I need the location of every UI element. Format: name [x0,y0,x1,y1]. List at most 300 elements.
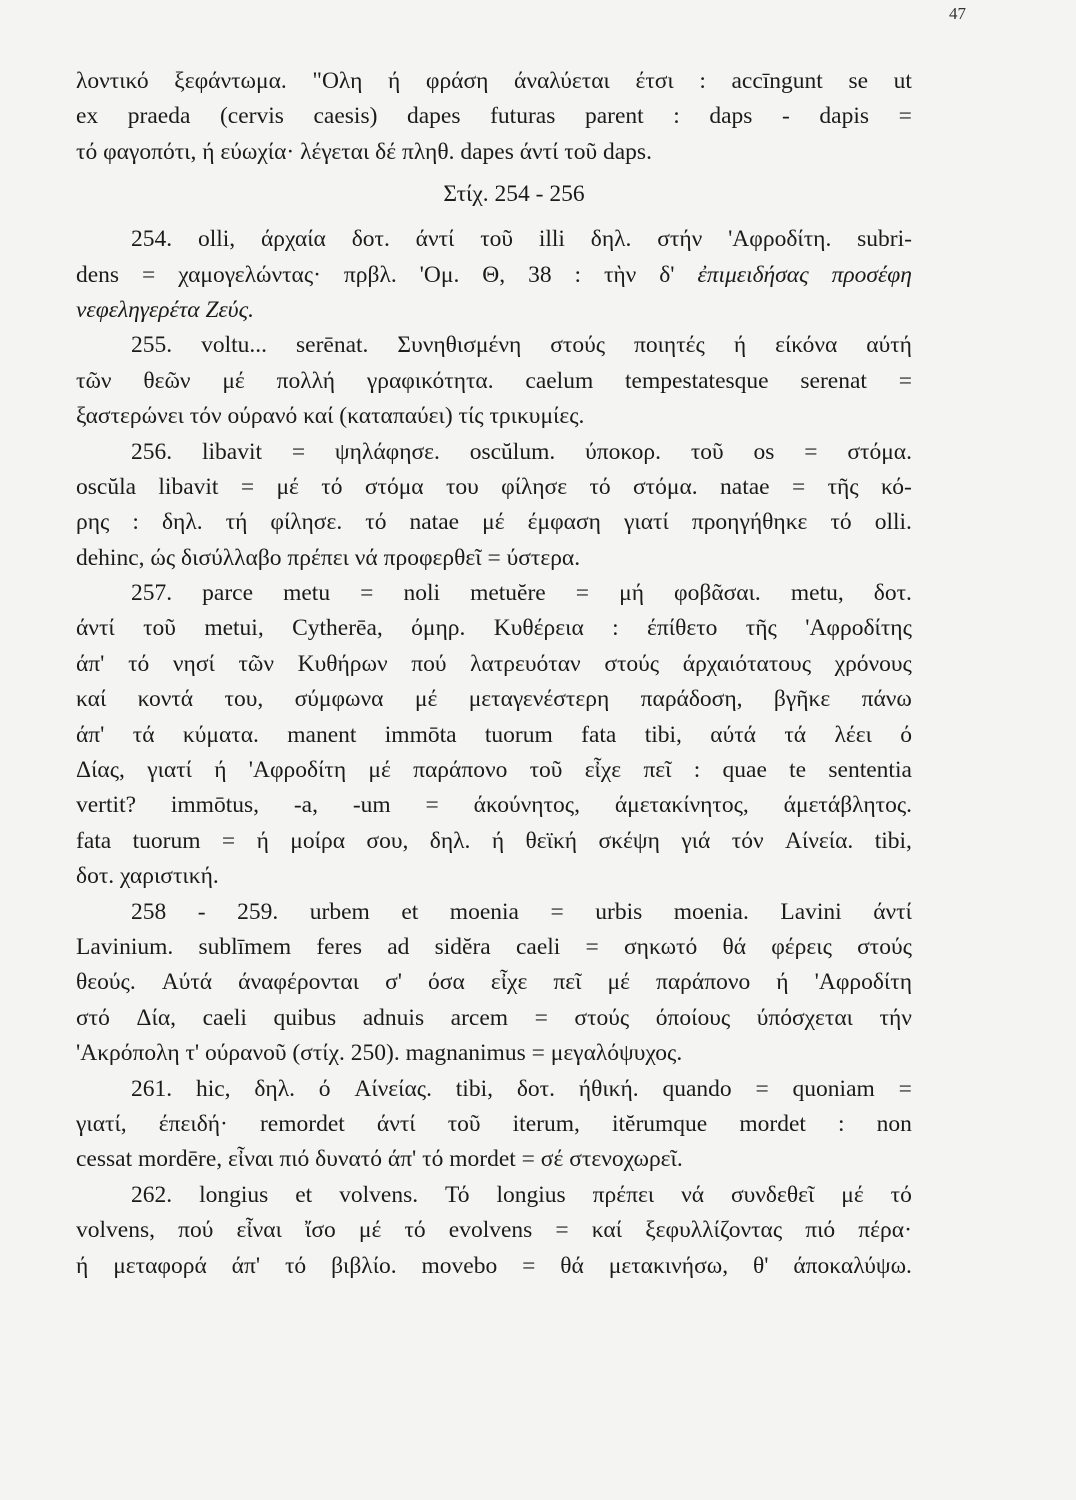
word: τήν [879,1004,912,1031]
word: καί [591,1217,623,1244]
section-heading [76,172,912,216]
word: immōta [384,721,457,748]
word: κό- [880,473,912,500]
word: "Ολη [312,68,363,94]
word: μεταφορά [113,1252,207,1279]
text-line [76,930,912,965]
text-line [76,1178,912,1213]
word: ή [491,827,505,854]
word: όποίους [655,1004,731,1031]
word: ή [388,68,401,94]
word: : [693,757,701,784]
word: te [789,757,807,784]
word: longius [496,1181,566,1208]
word: fata [581,721,617,748]
word: πέρα· [858,1217,912,1244]
word: σύμφωνα [294,686,384,713]
word: ut [893,68,912,94]
word: parce [202,580,254,607]
text-line [76,99,912,134]
word: natae [720,473,770,500]
word: 'Αφροδίτη [248,757,347,784]
word: quando [662,1075,732,1102]
word: ή [76,1252,89,1279]
word: τοῦ [690,438,724,465]
word: serēnat. [296,332,369,359]
word: illi [538,226,565,253]
word: ρης [76,509,110,536]
word: άκούνητος, [473,792,580,819]
word: άναφέρονται [238,969,360,996]
word: caeli [202,1004,247,1031]
word: 'Αφροδίτη. [728,226,832,253]
word: ἴσο [305,1217,336,1244]
word: όμηρ. [411,615,466,642]
word: = [291,438,306,465]
word: κύματα. [182,721,259,748]
word: sidĕra [434,933,491,960]
word: Συνηθισμένη [397,332,522,359]
word: φίλησε. [270,509,343,536]
word: dapis [819,103,870,130]
commentary-text [76,64,912,1284]
word: Τό [445,1181,470,1208]
line-text: ξαστερώνει τόν ούρανό καί (καταπαύει) τίς τρικυμίες. [76,403,585,430]
text-line [76,788,912,823]
word: fata [76,827,112,854]
word: serenat [800,367,867,394]
word: χρόνους [834,650,912,677]
text-line [76,859,912,894]
word: γιατί, [76,1110,127,1137]
word: δοτ. [351,226,390,253]
word: metuĕre [470,580,546,607]
word: ἐπιμειδήσας [697,261,809,288]
word: parent [584,103,644,130]
word: ή [776,969,789,996]
word: δηλ. [590,226,632,253]
word: στόμα. [847,438,912,465]
line-text: δοτ. χαριστική. [76,863,219,890]
word: et [401,898,419,925]
text-line [76,364,912,399]
word: remordet [259,1110,345,1137]
word: Αίνεία. [784,827,854,854]
word: προηγήθηκε [691,509,808,536]
word: quibus [273,1004,337,1031]
word: προσέφη [831,261,912,288]
word: τοῦ [529,757,563,784]
text-line [76,1213,912,1248]
text-line [76,505,912,540]
text-line [76,1249,912,1284]
word: iterum, [512,1110,580,1137]
word: caelum [525,367,594,394]
word: 'Ομ. [419,261,460,288]
line-text: dehinc, ώς δισύλλαβο πρέπει νά προφερθεῖ = ύστερα. [76,544,581,571]
word: metu [283,580,331,607]
word: : [612,615,619,642]
word: Θ, [482,261,506,288]
word: ξεφάντωμα. [174,68,287,94]
text-line [76,576,912,611]
word: λέει [834,721,872,748]
word: 254. [131,226,173,253]
word: libavit [201,438,262,465]
word: του, [224,686,264,713]
word: ό [900,721,912,748]
word: olli. [874,509,912,536]
word: αύτή [866,332,912,359]
word: Cytherēa, [292,615,383,642]
word: voltu... [201,332,268,359]
word: noli [403,580,441,607]
word: άμετάβλητος. [783,792,912,819]
word: φέρεις [771,933,832,960]
word: tibi, [874,827,912,854]
page-number: 47 [949,4,966,23]
word: : [838,1110,845,1137]
word: μεταγενέστερη [468,686,610,713]
word: evolvens [448,1217,533,1244]
word: τῶν [76,367,112,394]
word: ή [214,757,227,784]
word: urbis [595,898,643,925]
word: natae [409,509,460,536]
word: τῶν [238,650,274,677]
word: = [898,1075,912,1102]
word: άπ' [76,721,105,748]
word: γιά [681,827,711,854]
word: άπ' [231,1252,261,1279]
word: = [142,261,156,288]
word: άντί [873,898,912,925]
word: άπ' [76,650,105,677]
word: πάνω [861,686,912,713]
word: Αύτά [161,969,213,996]
word: : [574,261,582,288]
word: 258 [131,898,167,925]
word: γιατί [147,757,192,784]
word: 257. [131,580,173,607]
word: 261. [131,1075,173,1102]
word: δοτ. [516,1075,555,1102]
word: στόμα [364,473,424,500]
line-text: Στίχ. 254 - 256 [443,181,585,208]
word: τόν [731,827,764,854]
word: 'Αφροδίτη [814,969,912,996]
word: 259. [237,898,279,925]
text-line [76,258,912,293]
word: Lavinium. [76,933,174,960]
word: στήν [657,226,703,253]
word: ή [733,332,747,359]
word: τό [589,473,611,500]
word: dapes [407,103,461,130]
word: non [876,1110,912,1137]
word: μοίρα [290,827,346,854]
word: μέ [607,969,630,996]
text-line [76,1036,912,1071]
word: μέ [414,686,438,713]
word: στούς [574,1004,630,1031]
word: dens [76,261,120,288]
word: tibi, [455,1075,493,1102]
word: τῆς [827,473,859,500]
word: φίλησε [501,473,568,500]
text-line [76,647,912,682]
word: λατρευόταν [470,650,581,677]
word: θεῶν [143,367,191,394]
word: έμφαση [527,509,601,536]
word: μή [619,580,644,607]
word: γραφικότητα. [366,367,494,394]
word: άναλύεται [514,68,610,94]
word: ό [318,1075,331,1102]
word: ύποκορ. [585,438,662,465]
word: τῆς [745,615,777,642]
word: quae [722,757,767,784]
word: θά [560,1252,584,1279]
word: άμετακίνητος, [614,792,749,819]
word: sententia [828,757,912,784]
word: τό [890,1181,912,1208]
text-line [76,222,912,257]
text-line [76,541,912,576]
word: έπειδή· [158,1110,228,1137]
word: quoniam [792,1075,875,1102]
text-line [76,435,912,470]
word: caeli [515,933,561,960]
word: oscŭla [76,473,137,500]
word: άρχαία [260,226,326,253]
word: itĕrumque [611,1110,708,1137]
word: -um [352,792,391,819]
word: όσα [428,969,465,996]
word: Lavini [780,898,842,925]
word: ad [387,933,410,960]
word: πιό [805,1217,836,1244]
word: metu, [790,580,844,607]
word: subri- [857,226,912,253]
word: ή [256,827,269,854]
word: σηκωτό [623,933,698,960]
word: = [522,1252,536,1279]
text-line [76,718,912,753]
word: : [699,68,706,94]
text-line [76,135,912,170]
text-line [76,399,912,434]
word: βγῆκε [773,686,831,713]
word: libavit [158,473,219,500]
word: volvens. [339,1181,419,1208]
word: σου, [366,827,409,854]
word: θά [722,933,747,960]
word: = [898,103,912,130]
word: daps [709,103,753,130]
word: δηλ. [254,1075,295,1102]
word: αύτά [710,721,756,748]
word: Κυθήρων [297,650,388,677]
word: Δίας, [76,757,125,784]
word: ποιητές [634,332,705,359]
word: tuorum [484,721,553,748]
word: ex [76,103,99,130]
text-line [76,293,912,328]
word: τή [225,509,248,536]
text-line [76,470,912,505]
word: δηλ. [429,827,471,854]
word: δηλ. [161,509,203,536]
word: = [550,898,564,925]
word: urbem [309,898,370,925]
word: τά [132,721,155,748]
text-line [76,64,912,99]
word: σκέψη [598,827,660,854]
word: νά [681,1181,705,1208]
word: ήθική. [578,1075,639,1102]
text-line [76,1072,912,1107]
text-line [76,1107,912,1142]
word: μέ [482,509,505,536]
word: μετακινήσω, [608,1252,729,1279]
word: βιβλίο. [331,1252,397,1279]
word: arcem [450,1004,509,1031]
word: et [295,1181,313,1208]
text-line [76,1142,912,1177]
word: immōtus, [170,792,260,819]
word: τό [321,473,343,500]
word: τοῦ [143,615,176,642]
word: adnuis [362,1004,425,1031]
word: άρχαιότατους [682,650,811,677]
word: ξεφυλλίζοντας [645,1217,783,1244]
word: άντί [415,226,455,253]
text-line [76,895,912,930]
word: = [425,792,439,819]
word: συνδεθεῖ [730,1181,815,1208]
word: praeda [127,103,191,130]
word: = [534,1004,548,1031]
word: = [240,473,255,500]
word: τά [784,721,807,748]
word: metui, [204,615,264,642]
word: feres [316,933,363,960]
word: έτσι [635,68,674,94]
word: παράπονο [413,757,508,784]
word: χαμογελώντας· [178,261,321,288]
word: Δία, [136,1004,177,1031]
line-text: τό φαγοπότι, ή εύωχία· λέγεται δέ πληθ. dapes άντί τοῦ daps. [76,138,652,165]
text-line [76,682,912,717]
word: 'Αφροδίτης [805,615,912,642]
line-text: 'Ακρόπολη τ' ούρανοῦ (στίχ. 250). magnanimus = μεγαλόψυχος. [76,1040,683,1067]
word: = [898,367,912,394]
word: τό [128,650,150,677]
text-line [76,328,912,363]
word: moenia [449,898,519,925]
word: εἶχε [584,757,622,784]
word: νησί [172,650,215,677]
word: σ' [385,969,402,996]
word: θ' [752,1252,769,1279]
word: hic, [195,1075,231,1102]
word: στό [76,1004,110,1031]
word: longius [199,1181,269,1208]
word: άντί [376,1110,416,1137]
word: τοῦ [447,1110,481,1137]
word: τό [830,509,852,536]
word: στούς [550,332,606,359]
word: άντί [76,615,115,642]
word: volvens, [76,1217,155,1244]
word: μέ [368,757,391,784]
word: θεούς. [76,969,136,996]
word: δοτ. [873,580,912,607]
word: πεῖ [553,969,582,996]
word: ύπόσχεται [756,1004,853,1031]
word: τοῦ [480,226,514,253]
line-text: cessat mordēre, εἶναι πιό δυνατό άπ' τό mordet = σέ στενοχωρεῖ. [76,1146,683,1173]
word: os [753,438,775,465]
word: = [804,438,818,465]
word: καί [76,686,107,713]
word: tibi, [644,721,682,748]
word: moenia. [673,898,749,925]
word: παράδοση, [640,686,743,713]
word: -a, [293,792,318,819]
word: εἶχε [490,969,528,996]
text-line [76,753,912,788]
word: στόμα. [633,473,698,500]
word: se [848,68,869,94]
word: άποκαλύψω. [793,1252,912,1279]
word: τό [365,509,387,536]
word: πολλή [276,367,336,394]
word: = [791,473,806,500]
word: 38 [528,261,552,288]
word: = [755,1075,769,1102]
word: θεϊκή [525,827,578,854]
word: tuorum [132,827,201,854]
word: caesis) [313,103,378,130]
word: 262. [131,1181,173,1208]
word: vertit? [76,792,137,819]
word: πρέπει [592,1181,655,1208]
word: - [782,103,790,130]
word: παράπονο [656,969,751,996]
word: μέ [222,367,245,394]
word: : [132,509,139,536]
word: μέ [841,1181,864,1208]
word: Αίνείας. [354,1075,432,1102]
word: movebo [421,1252,498,1279]
word: mordet [739,1110,806,1137]
word: λοντικό [76,68,149,94]
word: = [360,580,374,607]
word: μέ [276,473,299,500]
word: = [585,933,599,960]
word: accīngunt [731,68,823,94]
word: ψηλάφησε. [334,438,440,465]
word: μέ [358,1217,382,1244]
word: πού [411,650,447,677]
word: futuras [490,103,556,130]
word: πρβλ. [343,261,397,288]
word: manent [287,721,357,748]
text-line [76,1001,912,1036]
word: sublīmem [198,933,292,960]
